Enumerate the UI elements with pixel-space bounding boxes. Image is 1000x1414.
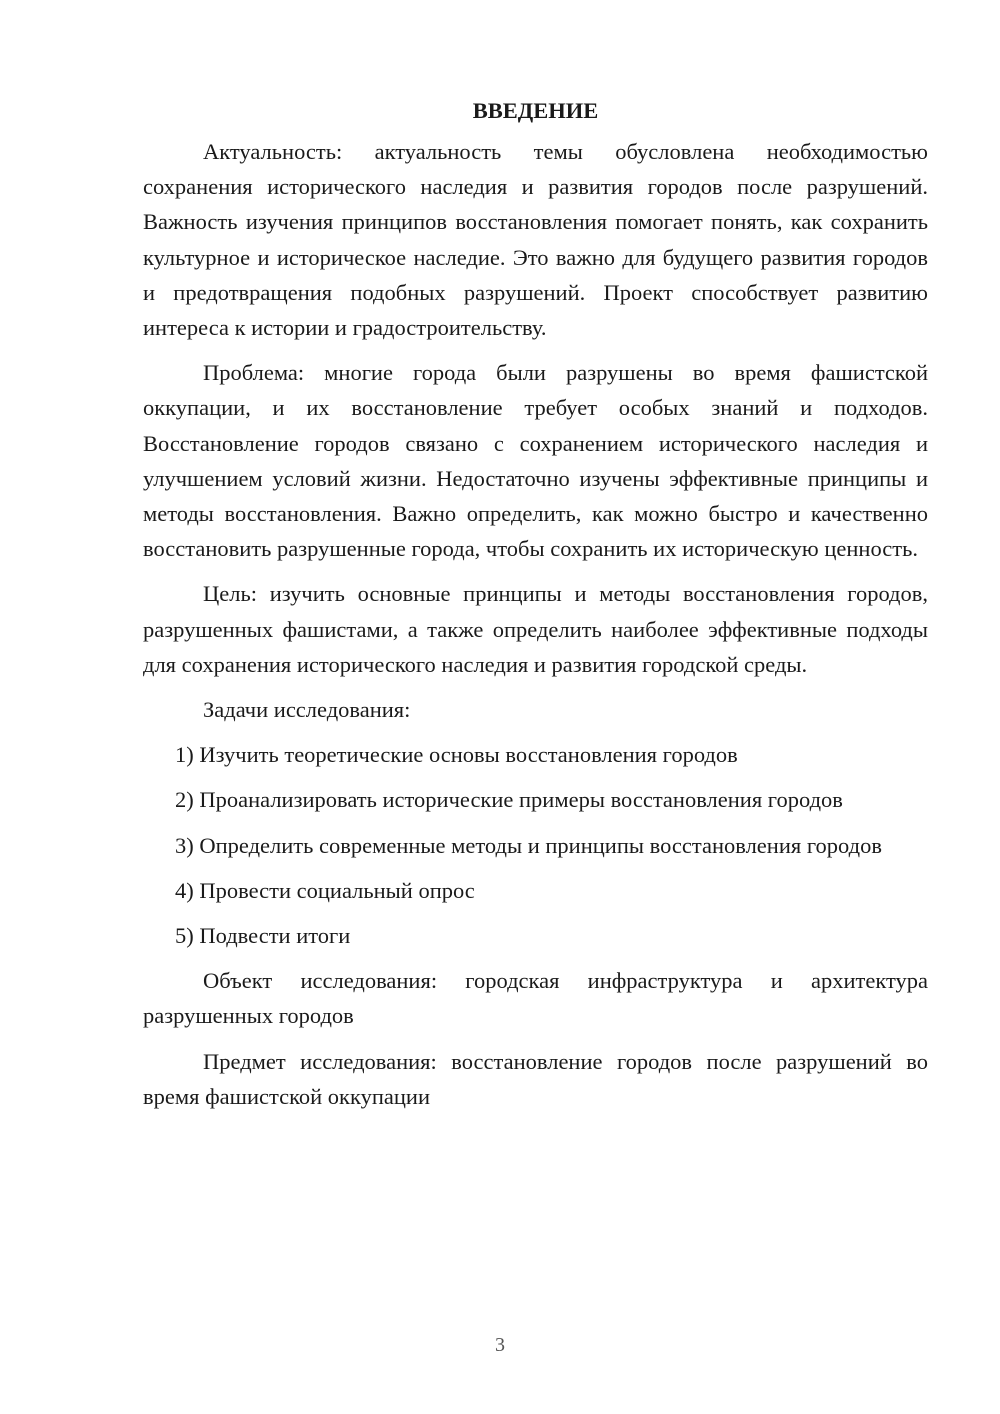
page-number: 3 bbox=[495, 1334, 505, 1356]
page-title: ВВЕДЕНИЕ bbox=[472, 98, 599, 123]
task-item-5: 5) Подвести итоги bbox=[175, 923, 351, 949]
paragraph-problem: Проблема: многие города были разрушены во время фашистской оккупации, и их восстановление требует особых знаний и подходов. Восстановление городов связано с сохранением исторического наследия и улучшением условий жизни. Недостаточно изучены эффективные принципы и методы восстановления. Важно определить, как можно быстро и качественно восстановить разрушенные города, чтобы сохранить их историческую ценность. bbox=[143, 360, 928, 562]
paragraph-object: Объект исследования: городская инфраструктура и архитектура разрушенных городов bbox=[143, 968, 928, 1029]
paragraph-subject: Предмет исследования: восстановление городов после разрушений во время фашистской оккупации bbox=[143, 1048, 928, 1109]
paragraph-relevance: Актуальность: актуальность темы обусловлена необходимостью сохранения исторического наследия и развития городов после разрушений. Важность изучения принципов восстановления помогает понять, как сохранить культурное и историческое наследие. Это важно для будущего развития городов и предотвращения подобных разрушений. Проект способствует развитию интереса к истории и градостроительству. bbox=[143, 139, 928, 341]
tasks-heading: Задачи исследования: bbox=[203, 697, 411, 723]
task-item-2: 2) Проанализировать исторические примеры восстановления городов bbox=[175, 787, 843, 813]
paragraph-goal: Цель: изучить основные принципы и методы восстановления городов, разрушенных фашистами, а также определить наиболее эффективные подходы для сохранения исторического наследия и развития городской среды. bbox=[143, 581, 928, 677]
task-item-3: 3) Определить современные методы и принципы восстановления городов bbox=[175, 832, 882, 858]
task-item-4: 4) Провести социальный опрос bbox=[175, 877, 475, 903]
document-page bbox=[143, 96, 928, 1124]
task-item-1: 1) Изучить теоретические основы восстановления городов bbox=[175, 742, 738, 768]
